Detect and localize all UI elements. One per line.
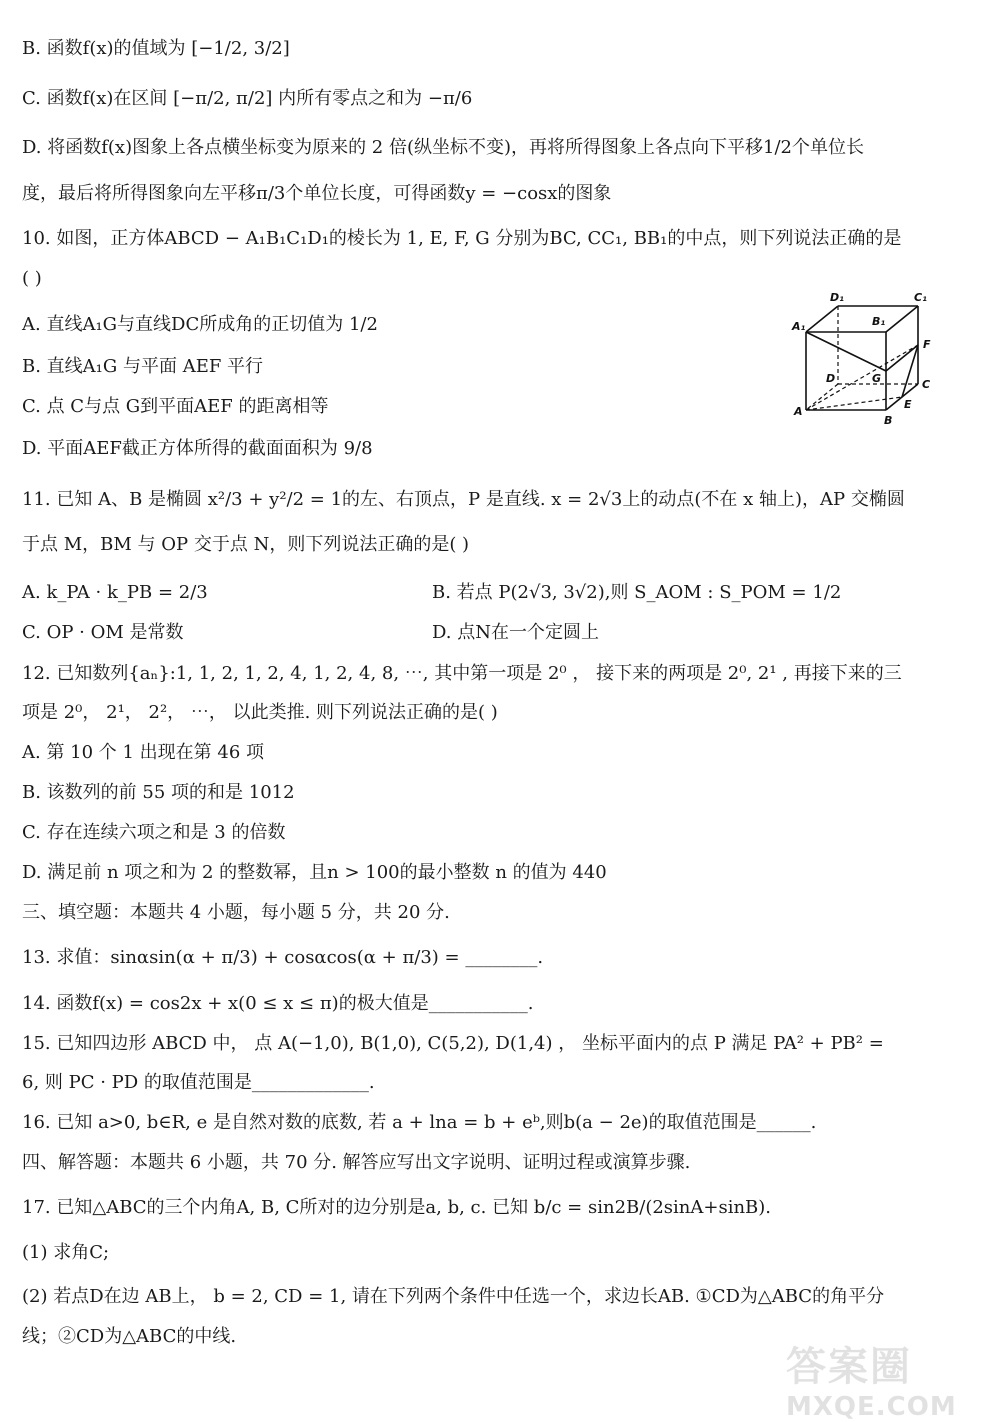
watermark-logo-text: 答案圈 (786, 1344, 912, 1390)
q10-option-a: A. 直线A₁G与直线DC所成角的正切值为 1/2 (22, 314, 378, 335)
label-d: D (826, 372, 836, 385)
label-f: F (923, 338, 931, 351)
q12-stem-line1: 12. 已知数列{aₙ}:1, 1, 2, 1, 2, 4, 1, 2, 4, 8, ⋯, 其中第一项是 2⁰ ， 接下来的两项是 2⁰, 2¹ , 再接下来的三 (22, 663, 902, 684)
q15-line2: 6, 则 PC · PD 的取值范围是_____________. (22, 1072, 375, 1093)
q9-option-d-line1: D. 将函数f(x)图象上各点横坐标变为原来的 2 倍(纵坐标不变)，再将所得图象上各点向下平移1/2个单位长 (22, 137, 864, 158)
watermark-url: MXQE.COM (786, 1392, 957, 1422)
q15-line1: 15. 已知四边形 ABCD 中， 点 A(−1,0), B(1,0), C(5,2), D(1,4) ， 坐标平面内的点 P 满足 PA² + PB² = (22, 1033, 884, 1054)
q12-option-b: B. 该数列的前 55 项的和是 1012 (22, 782, 295, 803)
q17-part1: (1) 求角C; (22, 1242, 110, 1263)
q10-answer-bracket: ( ) (22, 268, 42, 289)
section3-heading: 三、填空题：本题共 4 小题，每小题 5 分，共 20 分. (22, 902, 450, 923)
q11-option-b: B. 若点 P(2√3, 3√2),则 S_AOM : S_POM = 1/2 (432, 582, 842, 603)
q10-option-c: C. 点 C与点 G到平面AEF 的距离相等 (22, 396, 329, 417)
q9-option-d-line2: 度，最后将所得图象向左平移π/3个单位长度，可得函数y = −cosx的图象 (22, 183, 612, 204)
q12-option-a: A. 第 10 个 1 出现在第 46 项 (22, 742, 265, 763)
section4-heading: 四、解答题：本题共 6 小题，共 70 分. 解答应写出文字说明、证明过程或演算步骤. (22, 1152, 691, 1173)
q17-stem: 17. 已知△ABC的三个内角A, B, C所对的边分别是a, b, c. 已知 b/c = sin2B/(2sinA+sinB). (22, 1197, 772, 1218)
cube-figure (786, 288, 966, 430)
watermark (786, 1335, 986, 1422)
q10-option-b: B. 直线A₁G 与平面 AEF 平行 (22, 356, 264, 377)
q11-option-a: A. k_PA · k_PB = 2/3 (22, 582, 208, 603)
q12-stem-line2: 项是 2⁰， 2¹， 2²， ⋯， 以此类推. 则下列说法正确的是( ) (22, 702, 498, 723)
q17-part2-line1: (2) 若点D在边 AB上， b = 2, CD = 1, 请在下列两个条件中任选一个，求边长AB. ①CD为△ABC的角平分 (22, 1286, 885, 1307)
label-e: E (904, 398, 912, 411)
q11-option-c: C. OP · OM 是常数 (22, 622, 184, 643)
q9-option-c: C. 函数f(x)在区间 [−π/2, π/2] 内所有零点之和为 −π/6 (22, 88, 473, 109)
label-b1: B₁ (872, 315, 886, 328)
q9-option-b: B. 函数f(x)的值域为 [−1/2, 3/2] (22, 38, 290, 59)
q10-option-d: D. 平面AEF截正方体所得的截面面积为 9/8 (22, 438, 373, 459)
q17-part2-line2: 线；②CD为△ABC的中线. (22, 1326, 237, 1347)
q11-option-d: D. 点N在一个定圆上 (432, 622, 599, 643)
q11-stem-line2: 于点 M，BM 与 OP 交于点 N，则下列说法正确的是( ) (22, 534, 470, 555)
q14: 14. 函数f(x) = cos2x + x(0 ≤ x ≤ π)的极大值是___________. (22, 993, 534, 1014)
q10-stem: 10. 如图，正方体ABCD − A₁B₁C₁D₁的棱长为 1, E, F, G 分别为BC, CC₁, BB₁的中点，则下列说法正确的是 (22, 228, 902, 249)
q13: 13. 求值：sinαsin(α + π/3) + cosαcos(α + π/3) = ________. (22, 947, 544, 968)
label-g: G (872, 372, 882, 385)
q12-option-c: C. 存在连续六项之和是 3 的倍数 (22, 822, 286, 843)
label-d1: D₁ (830, 291, 844, 304)
label-a: A (794, 405, 803, 418)
label-a1: A₁ (792, 320, 806, 333)
q11-stem-line1: 11. 已知 A、B 是椭圆 x²/3 + y²/2 = 1的左、右顶点，P 是直线. x = 2√3上的动点(不在 x 轴上)，AP 交椭圆 (22, 489, 905, 510)
label-c: C (922, 378, 931, 391)
q12-option-d: D. 满足前 n 项之和为 2 的整数幂，且n > 100的最小整数 n 的值为 440 (22, 862, 607, 883)
label-c1: C₁ (914, 291, 927, 304)
label-b: B (884, 414, 893, 427)
q16: 16. 已知 a>0, b∈R, e 是自然对数的底数, 若 a + lna = b + eᵇ,则b(a − 2e)的取值范围是______. (22, 1112, 817, 1133)
